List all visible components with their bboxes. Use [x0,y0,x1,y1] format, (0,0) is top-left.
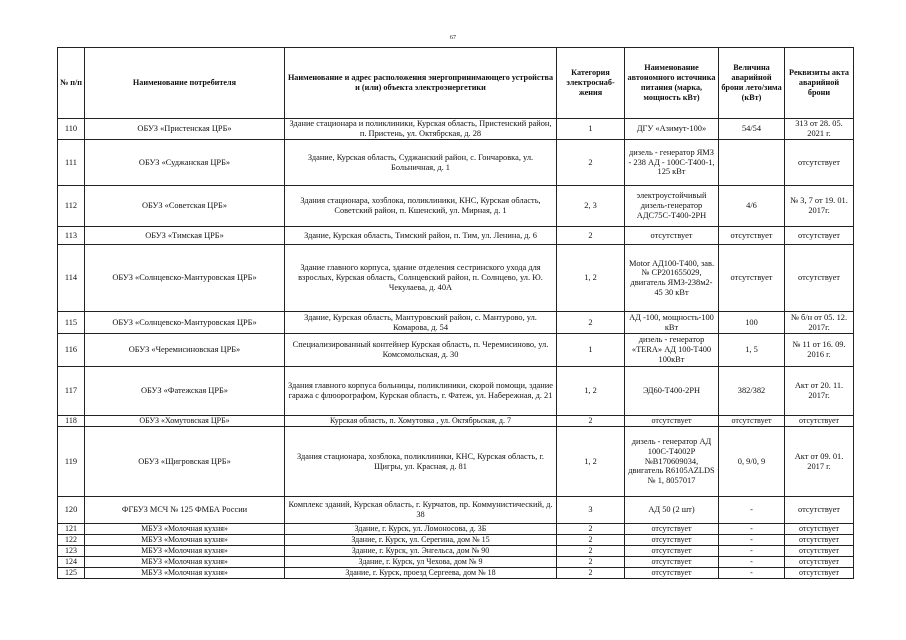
header-consumer: Наименование потребителя [85,48,285,119]
cell-category: 2 [557,546,625,557]
cell-number: 117 [58,367,85,416]
cell-category: 2 [557,140,625,186]
cell-reserve: - [719,568,785,579]
cell-address: Специализированный контейнер Курская область, п. Черемисиново, ул. Комсомольская, д. 30 [285,334,557,367]
cell-reserve: - [719,546,785,557]
cell-power-source: отсутствует [625,568,719,579]
consumers-table [57,47,854,579]
cell-act: отсутствует [785,546,854,557]
cell-number: 119 [58,427,85,497]
cell-address: Здание, г. Курск, ул. Ломоносова, д. 3Б [285,524,557,535]
table-row [58,312,854,334]
cell-power-source: ЭД60-Т400-2РН [625,367,719,416]
table-row [58,427,854,497]
cell-act: отсутствует [785,535,854,546]
cell-consumer: ОБУЗ «Суджанская ЦРБ» [85,140,285,186]
cell-reserve: отсутствует [719,245,785,312]
table-row [58,568,854,579]
cell-reserve: - [719,535,785,546]
cell-consumer: ОБУЗ «Хомутовская ЦРБ» [85,416,285,427]
table-row [58,546,854,557]
cell-category: 1 [557,334,625,367]
cell-category: 1 [557,119,625,140]
table-row [58,119,854,140]
table-row [58,524,854,535]
cell-power-source: Motor АД100-Т400, зав. № СР201655029, двигатель ЯМЗ-238м2-45 30 кВт [625,245,719,312]
cell-number: 110 [58,119,85,140]
cell-power-source: дизель - генератор ЯМЗ - 238 АД - 100С-Т400-1, 125 кВт [625,140,719,186]
cell-power-source: отсутствует [625,416,719,427]
header-category: Категория электроснаб-жения [557,48,625,119]
cell-consumer: ОБУЗ «Солнцевско-Мантуровская ЦРБ» [85,245,285,312]
cell-consumer: ОБУЗ «Тимская ЦРБ» [85,227,285,245]
cell-category: 1, 2 [557,427,625,497]
cell-consumer: МБУЗ «Молочная кухня» [85,557,285,568]
cell-act: отсутствует [785,497,854,524]
cell-act: Акт от 09. 01. 2017 г. [785,427,854,497]
cell-number: 125 [58,568,85,579]
cell-consumer: МБУЗ «Молочная кухня» [85,568,285,579]
cell-address: Курская область, п. Хомутовка , ул. Октябрьская, д. 7 [285,416,557,427]
cell-power-source: дизель - генератор «TERA» АД 100-Т400 100кВт [625,334,719,367]
header-reserve: Величина аварийной брони лето/зима (кВт) [719,48,785,119]
cell-address: Комплекс зданий, Курская область, г. Курчатов, пр. Коммунистический, д. 38 [285,497,557,524]
cell-number: 112 [58,186,85,227]
cell-category: 2 [557,227,625,245]
cell-act: 313 от 28. 05. 2021 г. [785,119,854,140]
cell-category: 2 [557,416,625,427]
cell-category: 2 [557,557,625,568]
cell-category: 2, 3 [557,186,625,227]
cell-act: отсутствует [785,416,854,427]
cell-reserve: 54/54 [719,119,785,140]
cell-reserve: - [719,497,785,524]
cell-consumer: ОБУЗ «Щигровская ЦРБ» [85,427,285,497]
cell-reserve: отсутствует [719,416,785,427]
cell-number: 121 [58,524,85,535]
cell-number: 114 [58,245,85,312]
cell-address: Здания стационара, хозблока, поликлиники, КНС, Курская область, Советский район, п. Кшенский, ул. Мирная, д. 1 [285,186,557,227]
cell-reserve: отсутствует [719,227,785,245]
cell-reserve: 382/382 [719,367,785,416]
cell-address: Здание, Курская область, Тимский район, п. Тим, ул. Ленина, д. 6 [285,227,557,245]
cell-address: Здание, г. Курск, ул. Энгельса, дом № 90 [285,546,557,557]
cell-address: Здание, г. Курск, проезд Сергеева, дом № 18 [285,568,557,579]
page-number: 67 [450,35,456,41]
cell-power-source: АД 50 (2 шт) [625,497,719,524]
table-row [58,140,854,186]
cell-reserve: - [719,524,785,535]
cell-power-source: АД -100, мощность-100 кВт [625,312,719,334]
cell-act: Акт от 20. 11. 2017г. [785,367,854,416]
cell-category: 3 [557,497,625,524]
cell-number: 120 [58,497,85,524]
table-row [58,334,854,367]
cell-consumer: МБУЗ «Молочная кухня» [85,535,285,546]
cell-power-source: отсутствует [625,546,719,557]
cell-number: 122 [58,535,85,546]
cell-act: отсутствует [785,227,854,245]
cell-address: Здание главного корпуса, здание отделения сестринского ухода для взрослых, Курская область, Солнцевский район, п. Солнцево, ул. Ю. Чекулаева, д. 40А [285,245,557,312]
cell-number: 123 [58,546,85,557]
cell-consumer: МБУЗ «Молочная кухня» [85,524,285,535]
cell-number: 118 [58,416,85,427]
table-header-row [58,48,854,119]
cell-category: 1, 2 [557,245,625,312]
cell-consumer: ОБУЗ «Солнцевско-Мантуровская ЦРБ» [85,312,285,334]
cell-address: Здания главного корпуса больницы, поликлиники, скорой помощи, здание гаража с флюорографом, Курская область, г. Фатеж, ул. Набережная, д. 21 [285,367,557,416]
cell-consumer: МБУЗ «Молочная кухня» [85,546,285,557]
cell-address: Здание, г. Курск, ул Чехова, дом № 9 [285,557,557,568]
cell-act: № б/н от 05. 12. 2017г. [785,312,854,334]
table-row [58,186,854,227]
table-row [58,497,854,524]
cell-act: отсутствует [785,557,854,568]
cell-number: 116 [58,334,85,367]
cell-number: 113 [58,227,85,245]
cell-category: 2 [557,312,625,334]
cell-category: 2 [557,535,625,546]
cell-consumer: ОБУЗ «Пристенская ЦРБ» [85,119,285,140]
cell-consumer: ОБУЗ «Советская ЦРБ» [85,186,285,227]
cell-category: 2 [557,524,625,535]
table-row [58,227,854,245]
cell-number: 124 [58,557,85,568]
table-row [58,367,854,416]
cell-act: отсутствует [785,245,854,312]
cell-power-source: отсутствует [625,524,719,535]
cell-power-source: дизель - генератор АД 100С-Т4002Р №В170609034, двигатель R6105AZLDS № 1, 8057017 [625,427,719,497]
cell-act: № 3, 7 от 19. 01. 2017г. [785,186,854,227]
cell-address: Здание, г. Курск, ул. Серегина, дом № 15 [285,535,557,546]
cell-reserve [719,140,785,186]
table-row [58,245,854,312]
cell-category: 1, 2 [557,367,625,416]
cell-reserve: 1, 5 [719,334,785,367]
header-address: Наименование и адрес расположения энергопринимающего устройства и (или) объекта электроэнергетики [285,48,557,119]
cell-act: № 11 от 16. 09. 2016 г. [785,334,854,367]
cell-power-source: электроустойчивый дизель-генератор АДС75С-Т400-2РН [625,186,719,227]
table-row [58,557,854,568]
cell-reserve: 100 [719,312,785,334]
table-row [58,416,854,427]
header-act: Реквизиты акта аварийной брони [785,48,854,119]
header-power-source: Наименование автономного источника питания (марка, мощность кВт) [625,48,719,119]
cell-reserve: - [719,557,785,568]
cell-consumer: ОБУЗ «Фатежская ЦРБ» [85,367,285,416]
cell-reserve: 0, 9/0, 9 [719,427,785,497]
cell-number: 115 [58,312,85,334]
cell-address: Здание, Курская область, Мантуровский район, с. Мантурово, ул. Комарова, д. 54 [285,312,557,334]
cell-address: Здания стационара, хозблока, поликлиники, КНС, Курская область, г. Щигры, ул. Красная, д. 81 [285,427,557,497]
table-row [58,535,854,546]
cell-consumer: ФГБУЗ МСЧ № 125 ФМБА России [85,497,285,524]
header-number: № п/п [58,48,85,119]
cell-reserve: 4/6 [719,186,785,227]
cell-power-source: отсутствует [625,227,719,245]
cell-category: 2 [557,568,625,579]
cell-power-source: отсутствует [625,557,719,568]
cell-act: отсутствует [785,140,854,186]
cell-address: Здание стационара и поликлиники, Курская область, Пристенский район, п. Пристень, ул. Октябрская, д. 28 [285,119,557,140]
cell-number: 111 [58,140,85,186]
cell-act: отсутствует [785,524,854,535]
cell-consumer: ОБУЗ «Черемисиновская ЦРБ» [85,334,285,367]
cell-act: отсутствует [785,568,854,579]
cell-power-source: ДГУ «Азимут-100» [625,119,719,140]
cell-power-source: отсутствует [625,535,719,546]
cell-address: Здание, Курская область, Суджанский район, с. Гончаровка, ул. Больничная, д. 1 [285,140,557,186]
